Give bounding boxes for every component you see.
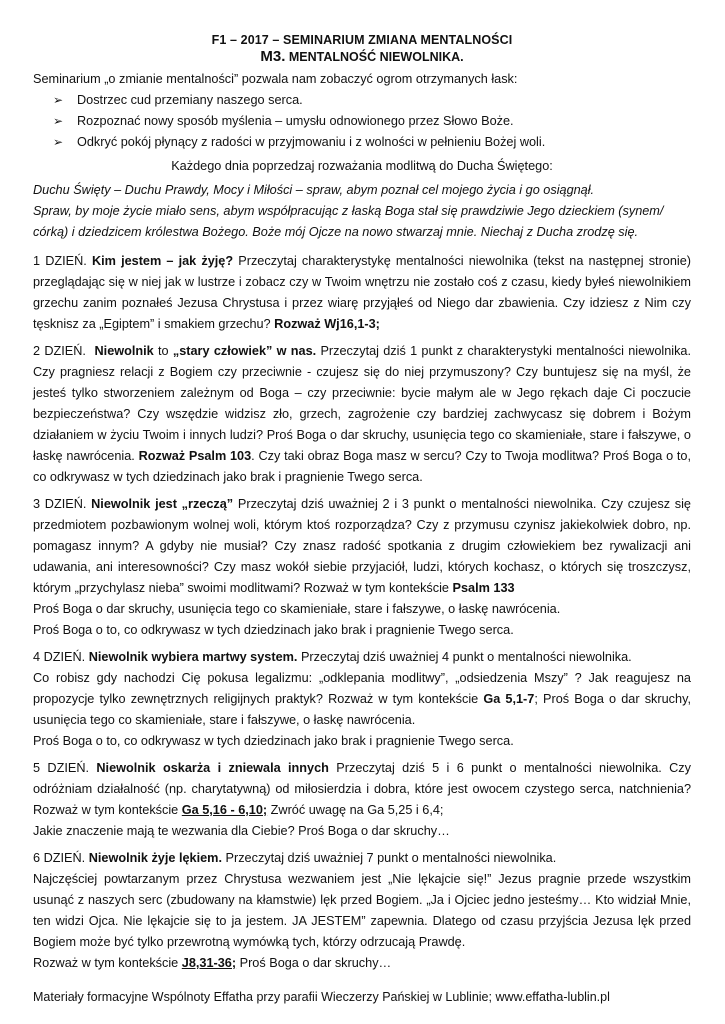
graces-list bbox=[33, 90, 691, 153]
scripture-ref: Ga 5,16 - 6,10; bbox=[181, 803, 268, 817]
day-text: Proś Boga o to, co odkrywasz w tych dziedzinach jako brak i pragnienie Twego serca. bbox=[33, 623, 514, 637]
day-heading-part: „stary człowiek” w nas. bbox=[172, 344, 317, 358]
day-heading: Niewolnik żyje lękiem. bbox=[88, 851, 222, 865]
arrow-bullet-icon: ➢ bbox=[53, 93, 64, 107]
day-text: Jakie znaczenie mają te wezwania dla Ciebie? Proś Boga o dar skruchy… bbox=[33, 824, 450, 838]
lesson-title bbox=[33, 48, 691, 65]
scripture-ref: Ga 5,1-7 bbox=[483, 692, 535, 706]
day-label: 1 DZIEŃ. bbox=[33, 254, 87, 268]
list-item-text: Dostrzec cud przemiany naszego serca. bbox=[77, 93, 303, 107]
day-label: 2 DZIEŃ. bbox=[33, 344, 86, 358]
day-text: . Czy taki obraz Boga masz w sercu? Czy to Twoja modlitwa? Proś Boga o to, co odkrywasz w tych dziedzinach jako brak i pragnienie Twego serca. bbox=[33, 449, 691, 484]
day-heading: Kim jestem – jak żyję? bbox=[91, 254, 234, 268]
list-item bbox=[53, 111, 691, 132]
day-heading: Niewolnik wybiera martwy system. bbox=[88, 650, 298, 664]
day-text: Przeczytaj dziś 1 punkt z charakterystyki mentalności niewolnika. Czy pragniesz relacji z Bogiem czy przeciwnie - czujesz się do niej przymuszony? Czy buntujesz się na myśl, że jesteś tylko stworzeniem zależnym od Boga – czy przeciwnie: bycie małym ale w Jego rękach daje Ci poczucie bezpieczeństwa? Czy wszędzie widzisz zło, grzech, zagrożenie czy bardziej zachwycasz się dobrem i Bożym działaniem w życiu Twoim i innych ludzi? Proś Boga o dar skruchy, usunięcia tego co skamieniałe, stare i fałszywe, o łaskę nawrócenia. bbox=[33, 344, 692, 463]
intro-text: Seminarium „o zmianie mentalności” pozwala nam zobaczyć ogrom otrzymanych łask: bbox=[33, 72, 518, 86]
list-item-text: Odkryć pokój płynący z radości w przyjmowaniu i z wolności w pełnieniu Bożej woli. bbox=[77, 135, 546, 149]
scripture-ref: Psalm 133 bbox=[452, 581, 515, 595]
seminar-title: F1 – 2017 – SEMINARIUM ZMIANA MENTALNOŚCI bbox=[211, 33, 513, 47]
day-text: Przeczytaj dziś uważniej 2 i 3 punkt o mentalności niewolnika. Czy czujesz się przedmiotem pozbawionym wolnej woli, którym ktoś rozporządza? Czy z przymusu czynisz jakiekolwiek dobro, np. pomagasz innym? A gdyby nie musiał? Czy znasz radość spotkania z drugim człowiekiem bez rywalizacji ani udawania, ani interesowności? Czy masz wokół siebie przyjaciół, ludzi, których kochasz, o których się troszczysz, którym „przychylasz nieba” swoimi modlitwami? Rozważ w tym kontekście bbox=[33, 497, 691, 595]
day-heading: Niewolnik oskarża i zniewala innych bbox=[96, 761, 329, 775]
prayer-line-2: Spraw, by moje życie miało sens, abym współpracując z łaską Boga stał się prawdziwie Jego dzieckiem (synem/ córką) i dziedzicem królestwa Bożego. Boże mój Ojcze na nowo stwarzaj mnie. Niechaj z Ducha zrodzę się. bbox=[33, 204, 664, 239]
day-text: ; Proś Boga o dar skruchy, usunięcia tego co skamieniałe, stare i fałszywe, o łaskę nawrócenia. bbox=[33, 692, 691, 727]
day-6-section bbox=[33, 848, 691, 974]
scripture-ref: Rozważ Wj16,1-3; bbox=[274, 317, 380, 331]
prayer-line-1: Duchu Święty – Duchu Prawdy, Mocy i Miłości – spraw, abym poznał cel mojego życia i go osiągnął. bbox=[33, 183, 595, 197]
day-text: Proś Boga o dar skruchy… bbox=[236, 956, 392, 970]
day-heading-link: to bbox=[153, 344, 173, 358]
day-heading-part: Niewolnik bbox=[94, 344, 154, 358]
arrow-bullet-icon: ➢ bbox=[53, 135, 64, 149]
day-2-section bbox=[33, 341, 691, 488]
day-1-section bbox=[33, 251, 691, 335]
day-text: Proś Boga o to, co odkrywasz w tych dziedzinach jako brak i pragnienie Twego serca. bbox=[33, 734, 514, 748]
list-item bbox=[53, 132, 691, 153]
day-heading: Niewolnik jest „rzeczą” bbox=[91, 497, 234, 511]
day-5-section bbox=[33, 758, 691, 842]
arrow-bullet-icon: ➢ bbox=[53, 114, 64, 128]
day-text: Proś Boga o dar skruchy, usunięcia tego co skamieniałe, stare i fałszywe, o łaskę nawrócenia. bbox=[33, 602, 561, 616]
day-text: Najczęściej powtarzanym przez Chrystusa wezwaniem jest „Nie lękajcie się!” Jezus pragnie przede wszystkim usunąć z naszych serc (zbudowany na kłamstwie) lęk przed Bogiem. „Ja i Ojciec jedno jesteśmy… Kto widział Mnie, ten widzi Ojca. Nie lękajcie się to ja jestem. JA JESTEM” zapewnia. Dlatego od czasu przyjścia Jezusa lęk przed Bogiem może być tylko przewrotną wymówką tych, którzy odrzucają Prawdę. bbox=[33, 872, 691, 949]
day-label: 6 DZIEŃ. bbox=[33, 851, 86, 865]
lesson-number: M3. bbox=[260, 48, 286, 65]
day-text: Przeczytaj dziś uważniej 7 punkt o mentalności niewolnika. bbox=[221, 851, 557, 865]
day-text: Przeczytaj dziś uważniej 4 punkt o mentalności niewolnika. bbox=[297, 650, 632, 664]
day-label: 5 DZIEŃ. bbox=[33, 761, 90, 775]
footer-note: Materiały formacyjne Wspólnoty Effatha przy parafii Wieczerzy Pańskiej w Lublinie; www.effatha-lublin.pl bbox=[33, 990, 610, 1004]
scripture-ref: J8,31-36; bbox=[181, 956, 237, 970]
scripture-ref: Rozważ Psalm 103 bbox=[138, 449, 252, 463]
lesson-name: MENTALNOŚĆ NIEWOLNIKA. bbox=[285, 50, 464, 64]
list-item-text: Rozpoznać nowy sposób myślenia – umysłu odnowionego przez Słowo Boże. bbox=[77, 114, 514, 128]
prayer-intro: Każdego dnia poprzedzaj rozważania modlitwą do Ducha Świętego: bbox=[171, 159, 553, 173]
day-label: 3 DZIEŃ. bbox=[33, 497, 87, 511]
day-label: 4 DZIEŃ. bbox=[33, 650, 86, 664]
day-text: Co robisz gdy nachodzi Cię pokusa legalizmu: „odklepania modlitwy”, „odsiedzenia Mszy” ? Jak reagujesz na propozycje tylko zewnętrznych religijnych praktyk? Rozważ w tym kontekście bbox=[33, 671, 691, 706]
day-text: Przeczytaj dziś 5 i 6 punkt o mentalności niewolnika. Czy odróżniam działalność (np. charytatywną) od miłosierdzia i dobra, które jest owocem czystego serca, natchnienia? Rozważ w tym kontekście bbox=[33, 761, 691, 817]
day-3-section bbox=[33, 494, 691, 641]
day-text: Zwróć uwagę na Ga 5,25 i 6,4; bbox=[267, 803, 444, 817]
day-text: Rozważ w tym kontekście bbox=[33, 956, 182, 970]
document-page bbox=[33, 33, 691, 974]
list-item bbox=[53, 90, 691, 111]
day-text: Przeczytaj charakterystykę mentalności niewolnika (tekst na następnej stronie) przeglądając się w niej jak w lustrze i zobacz czy w Twoim wnętrzu nie zostało coś z czasu, kiedy byłeś niewolnikiem grzechu zanim poznałeś Jezusa Chrystusa i przez wiarę przyjąłeś od Niego dar zbawienia. Czy idziesz z Nim czy tęsknisz za „Egiptem” i smakiem grzechu? bbox=[33, 254, 692, 331]
day-4-section bbox=[33, 647, 691, 752]
